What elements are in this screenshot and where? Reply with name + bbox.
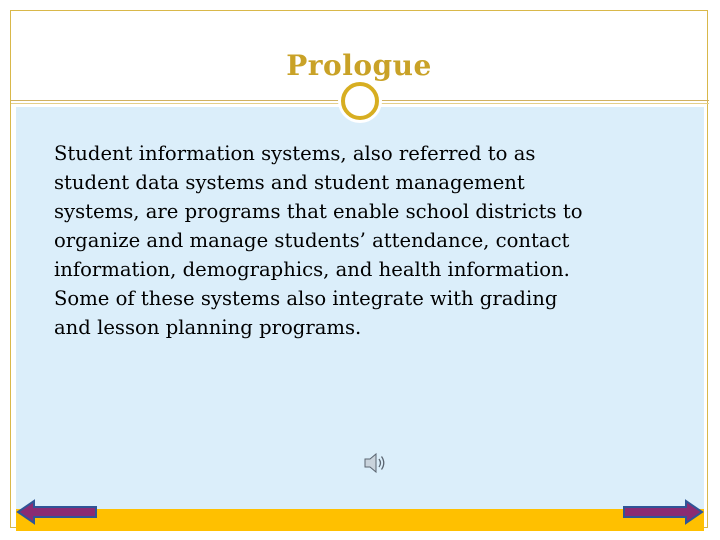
speaker-icon[interactable]	[363, 451, 389, 475]
right-arrow-icon	[620, 499, 704, 525]
circle-ornament	[341, 82, 379, 120]
slide-title: Prologue	[286, 49, 432, 82]
slide-body-text: Student information systems, also referred to as student data systems and student management systems, are programs that enable school districts to organize and manage students’ attendance, contact information, demographics, and health information. Some of these systems also integrate with grading and lesson planning programs.	[54, 142, 583, 339]
left-arrow-icon	[16, 499, 100, 525]
slide-frame	[10, 10, 708, 528]
next-slide-button[interactable]	[620, 499, 704, 525]
previous-slide-button[interactable]	[16, 499, 100, 525]
bottom-bar	[16, 509, 704, 531]
